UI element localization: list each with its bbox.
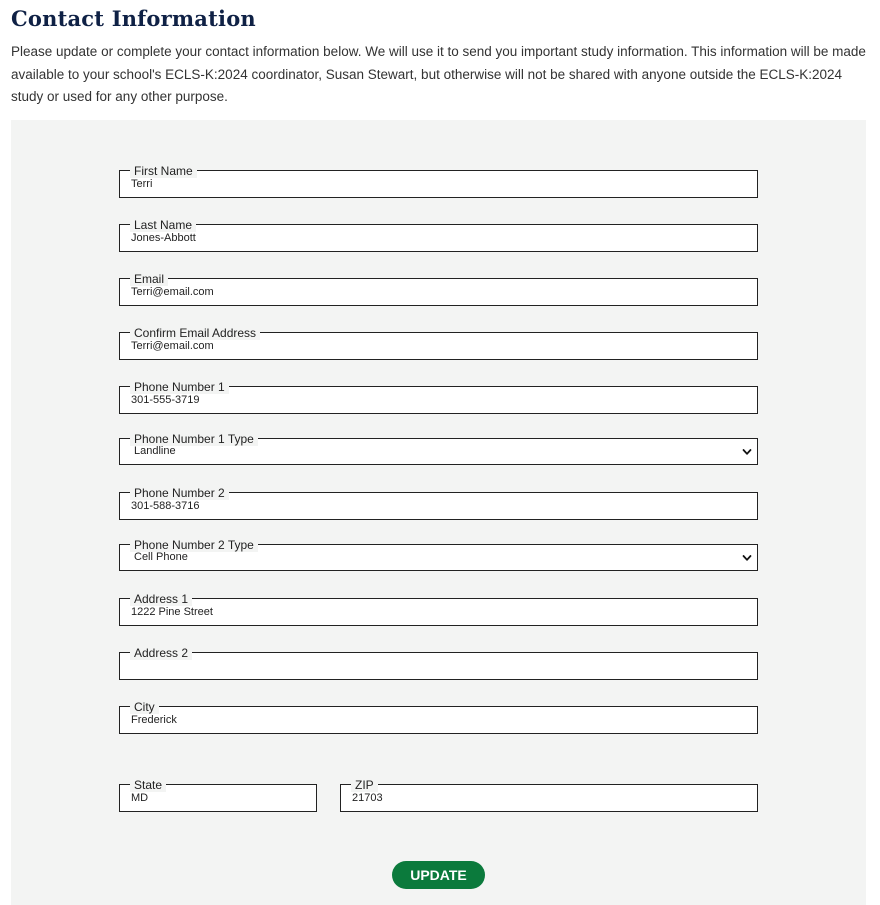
- state-field: [119, 776, 317, 812]
- city-value: Frederick: [131, 714, 177, 726]
- state-input[interactable]: [119, 778, 317, 812]
- first-name-field: [119, 162, 758, 198]
- zip-label: ZIP: [351, 778, 378, 792]
- phone-number-2-type-select[interactable]: [119, 538, 758, 571]
- first-name-input[interactable]: [119, 164, 758, 198]
- state-label: State: [130, 778, 166, 792]
- confirm-email-label: Confirm Email Address: [130, 326, 260, 340]
- confirm-email-value: Terri@email.com: [131, 340, 214, 352]
- address-1-field: [119, 590, 758, 626]
- phone-number-1-type-field: [119, 433, 758, 465]
- intro-text: Please update or complete your contact information below. We will use it to send you important study information. This information will be made available to your school's ECLS-K:2024 coordinator, Susan Stewart, but otherwise will not be shared with anyone outside the ECLS-K:2024 study or used for any other purpose.: [11, 44, 866, 104]
- address-1-input[interactable]: [119, 592, 758, 626]
- chevron-down-icon: [742, 553, 752, 563]
- phone-number-2-type-field: [119, 539, 758, 571]
- zip-field: [340, 776, 758, 812]
- address-2-label: Address 2: [130, 646, 192, 660]
- last-name-field: [119, 216, 758, 252]
- zip-value: 21703: [352, 792, 383, 804]
- first-name-value: Terri: [131, 178, 153, 190]
- city-field: [119, 698, 758, 734]
- chevron-down-icon: [742, 447, 752, 457]
- confirm-email-field: [119, 324, 758, 360]
- phone-number-2-type-label: Phone Number 2 Type: [130, 538, 258, 552]
- address-2-field: [119, 644, 758, 680]
- email-label: Email: [130, 272, 168, 286]
- phone-number-1-type-label: Phone Number 1 Type: [130, 432, 258, 446]
- contact-form-panel: [11, 120, 866, 905]
- phone-number-2-type-value: Cell Phone: [134, 551, 188, 563]
- address-1-label: Address 1: [130, 592, 192, 606]
- phone-number-1-field: [119, 378, 758, 414]
- update-button[interactable]: UPDATE: [392, 861, 485, 889]
- last-name-label: Last Name: [130, 218, 196, 232]
- phone-number-1-type-select[interactable]: [119, 432, 758, 465]
- city-label: City: [130, 700, 159, 714]
- phone-number-1-value: 301-555-3719: [131, 394, 200, 406]
- phone-number-1-label: Phone Number 1: [130, 380, 229, 394]
- city-input[interactable]: [119, 700, 758, 734]
- phone-number-1-input[interactable]: [119, 380, 758, 414]
- zip-input[interactable]: [340, 778, 758, 812]
- last-name-input[interactable]: [119, 218, 758, 252]
- confirm-email-input[interactable]: [119, 326, 758, 360]
- address-2-input[interactable]: [119, 646, 758, 680]
- phone-number-2-label: Phone Number 2: [130, 486, 229, 500]
- email-input[interactable]: [119, 272, 758, 306]
- phone-number-2-field: [119, 484, 758, 520]
- last-name-value: Jones-Abbott: [131, 232, 196, 244]
- phone-number-2-value: 301-588-3716: [131, 500, 200, 512]
- phone-number-2-input[interactable]: [119, 486, 758, 520]
- email-field: [119, 270, 758, 306]
- first-name-label: First Name: [130, 164, 197, 178]
- state-value: MD: [131, 792, 149, 804]
- email-value: Terri@email.com: [131, 286, 214, 298]
- address-1-value: 1222 Pine Street: [131, 606, 213, 618]
- phone-number-1-type-value: Landline: [134, 445, 176, 457]
- page-title: Contact Information: [11, 6, 256, 31]
